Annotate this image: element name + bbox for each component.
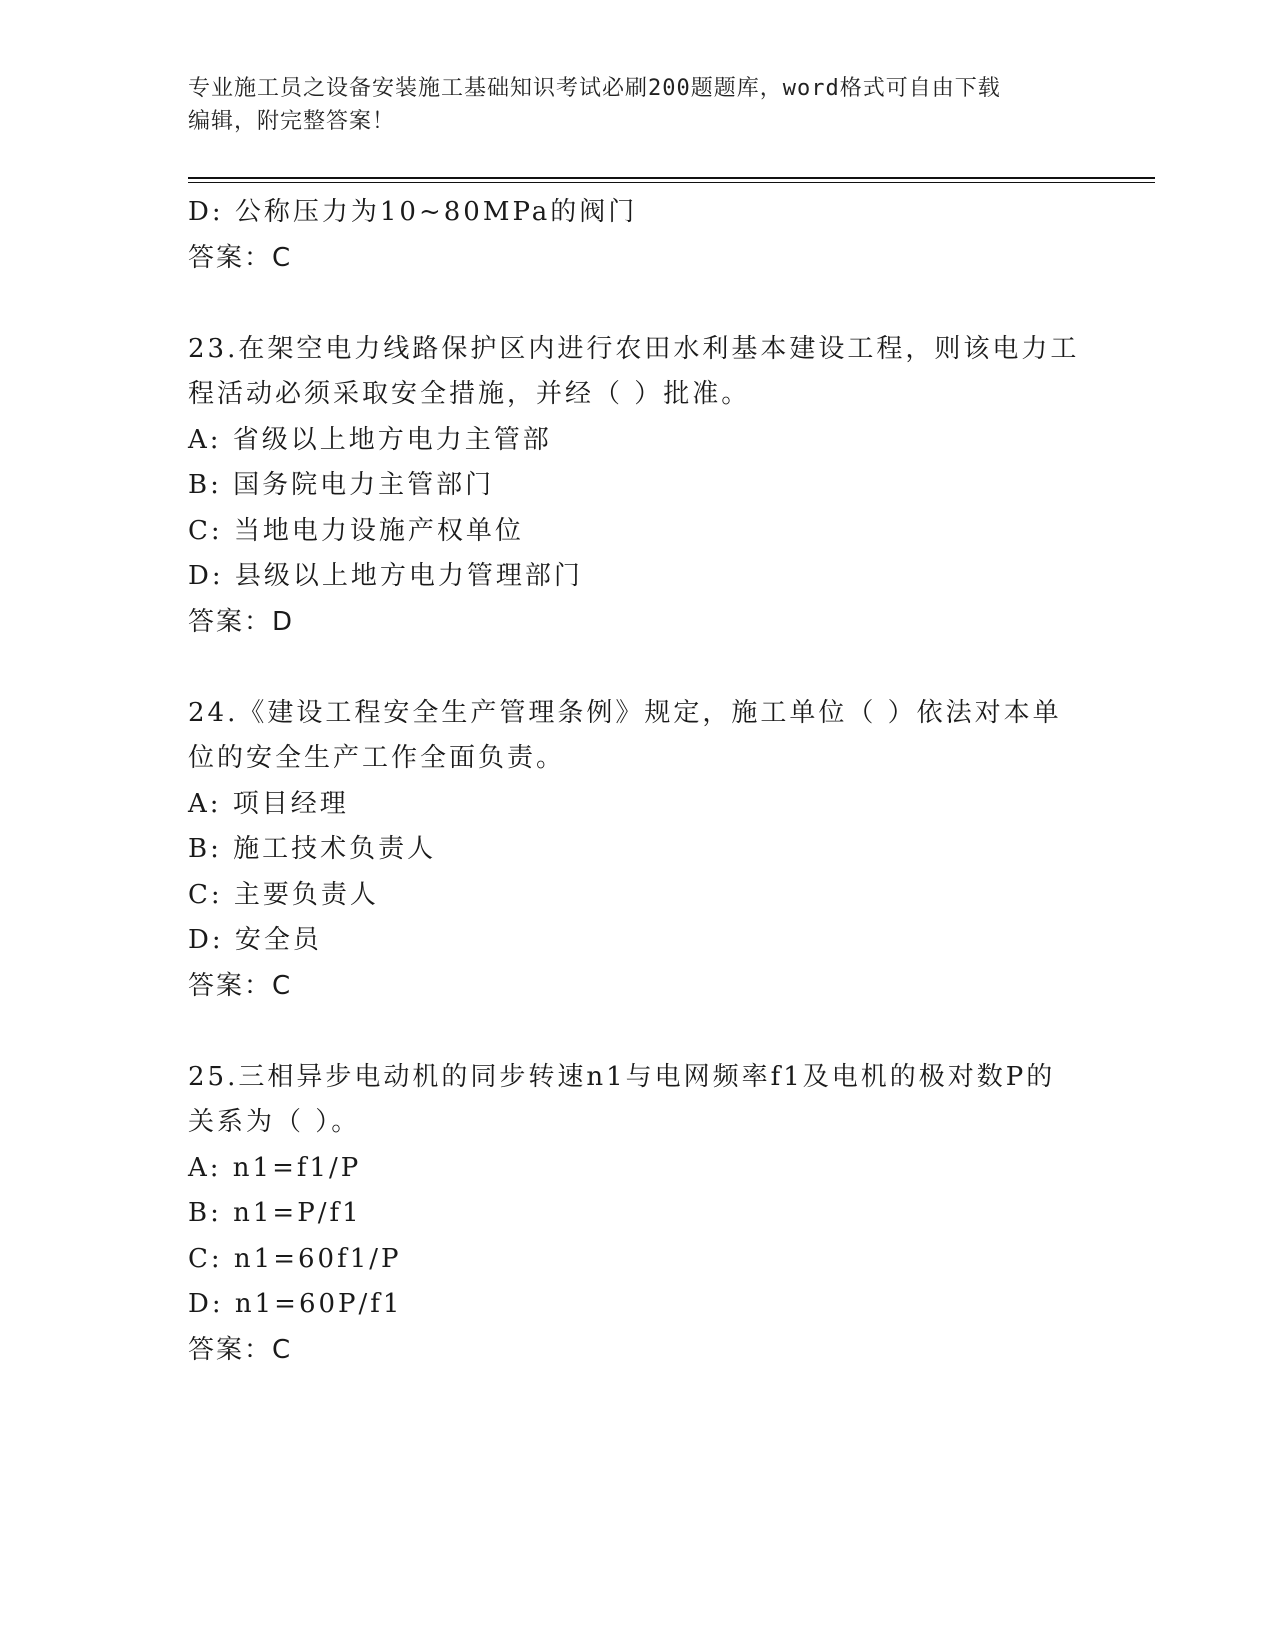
question-stem: 25.三相异步电动机的同步转速n1与电网频率f1及电机的极对数P的 [188, 1061, 1056, 1092]
question-list [188, 190, 1088, 1373]
option-b: B: n1=P/f1 [188, 1198, 362, 1228]
option-a: A: 省级以上地方电力主管部 [188, 424, 552, 455]
option-c: C: n1=60f1/P [188, 1243, 402, 1274]
option-a: A: 项目经理 [188, 788, 349, 819]
option-b: B: 施工技术负责人 [188, 834, 437, 864]
answer-line: 答案：C [188, 242, 293, 273]
spacer [188, 645, 1088, 691]
spacer [188, 281, 1088, 327]
option-a: A: n1=f1/P [188, 1152, 362, 1183]
question-stem: 程活动必须采取安全措施，并经（ ）批准。 [188, 379, 751, 409]
header-rule-thick [188, 177, 1155, 179]
option-d: D: 公称压力为10~80MPa的阀门 [188, 197, 638, 227]
question-stem: 23.在架空电力线路保护区内进行农田水利基本建设工程，则该电力工 [188, 333, 1080, 364]
option-d: D: n1=60P/f1 [188, 1289, 403, 1319]
previous-question-tail [188, 190, 1088, 281]
option-d: D: 县级以上地方电力管理部门 [188, 561, 583, 591]
option-c: C: 当地电力设施产权单位 [188, 515, 524, 546]
answer-line: 答案：C [188, 1334, 293, 1365]
question-stem: 24.《建设工程安全生产管理条例》规定，施工单位（ ）依法对本单 [188, 697, 1062, 728]
header-line-2: 编辑，附完整答案！ [188, 109, 396, 134]
header-rule-thin [188, 182, 1155, 183]
question-25 [188, 1055, 1088, 1374]
answer-line: 答案：D [188, 606, 295, 637]
option-d: D: 安全员 [188, 925, 322, 955]
question-stem: 位的安全生产工作全面负责。 [188, 743, 566, 773]
question-23 [188, 327, 1088, 646]
option-c: C: 主要负责人 [188, 879, 379, 910]
answer-line: 答案：C [188, 970, 293, 1001]
question-stem: 关系为（ ）。 [188, 1107, 361, 1137]
spacer [188, 1009, 1088, 1055]
question-24 [188, 691, 1088, 1010]
page-header [188, 72, 1088, 138]
option-b: B: 国务院电力主管部门 [188, 470, 495, 500]
header-line-1: 专业施工员之设备安装施工基础知识考试必刷200题题库，word格式可自由下载 [188, 76, 1001, 101]
